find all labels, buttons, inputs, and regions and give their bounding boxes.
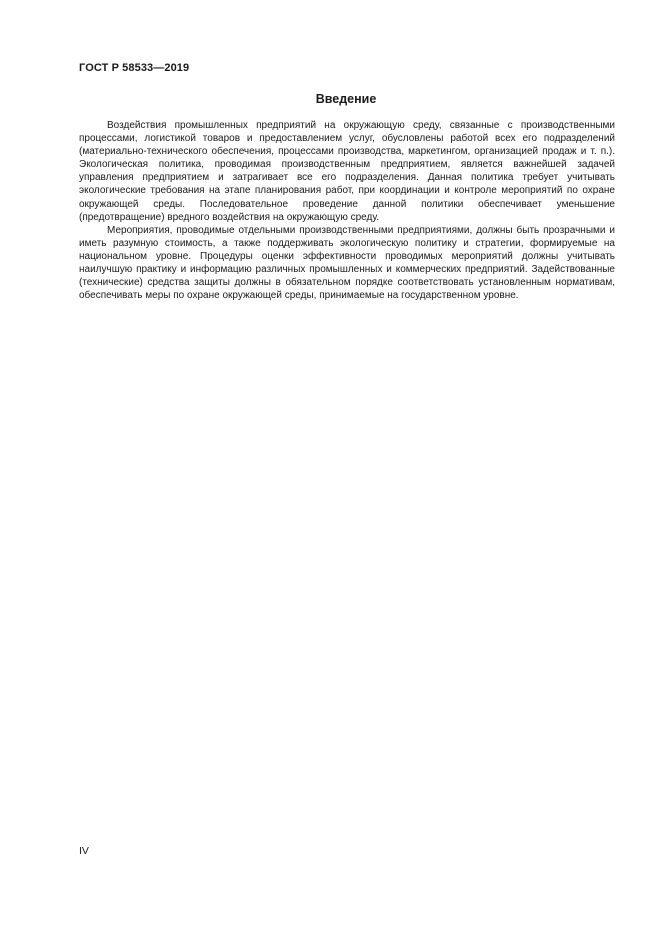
page-number: IV <box>79 845 89 857</box>
section-title: Введение <box>315 92 377 106</box>
section-body <box>79 119 615 302</box>
paragraph-2: Мероприятия, проводимые отдельными производственными предприятиями, должны быть прозрачными и иметь разумную стоимость, а также поддерживать экологическую политику и стратегии, формируемые на национальном уровне. Процедуры оценки эффективности проводимых мероприятий должны учитывать наилучшую практику и информацию различных промышленных и коммерческих предприятий. Задействованные (технические) средства защиты должны в обязательном порядке соответствовать установленным нормативам, обеспечивать меры по охране окружающей среды, принимаемые на государственном уровне. <box>79 224 615 302</box>
paragraph-1: Воздействия промышленных предприятий на окружающую среду, связанные с производственными процессами, логистикой товаров и предоставлением услуг, обусловлены работой всех его подразделений (материально-технического обеспечения, процессами производства, маркетингом, организацией продаж и т. п.). Экологическая политика, проводимая производственным предприятием, является важнейшей задачей управления предприятием и затрагивает все его подразделения. Данная политика требует учитывать экологические требования на этапе планирования работ, при координации и контроле мероприятий по охране окружающей среды. Последовательное проведение данной политики обеспечивает уменьшение (предотвращение) вредного воздействия на окружающую среду. <box>79 120 615 223</box>
document-header-standard-id: ГОСТ Р 58533—2019 <box>79 62 190 74</box>
